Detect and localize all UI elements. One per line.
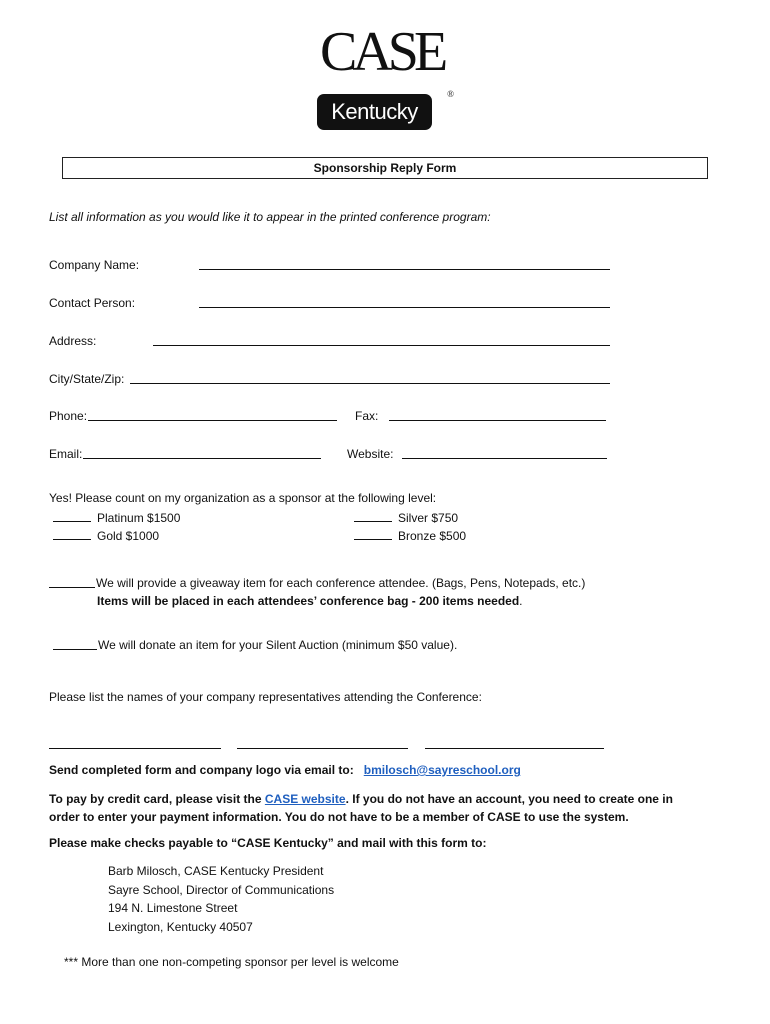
level-silver[interactable]: Silver $750 (354, 511, 458, 525)
checks-text: Please make checks payable to “CASE Kentucky” and mail with this form to: (49, 836, 487, 850)
representatives-text: Please list the names of your company representatives attending the Conference: (49, 690, 482, 704)
kentucky-badge: Kentucky (317, 94, 432, 130)
case-logo: CASE® (320, 21, 454, 99)
address-label: Address: (49, 334, 97, 348)
representative-field-3[interactable] (425, 748, 604, 749)
contact-email-link[interactable]: bmilosch@sayreschool.org (363, 763, 521, 777)
company-name-field[interactable] (199, 269, 610, 270)
city-state-zip-field[interactable] (130, 383, 610, 384)
representative-field-2[interactable] (237, 748, 408, 749)
email-label: Email: (49, 447, 83, 461)
case-website-link[interactable]: CASE website (264, 792, 346, 806)
level-platinum[interactable]: Platinum $1500 (53, 511, 180, 525)
instructions: List all information as you would like it to appear in the printed conference program: (49, 210, 491, 224)
phone-field[interactable] (88, 420, 337, 421)
fax-field[interactable] (389, 420, 606, 421)
contact-person-label: Contact Person: (49, 296, 136, 310)
website-field[interactable] (402, 458, 607, 459)
auction-text: We will donate an item for your Silent Auction (minimum $50 value). (98, 638, 458, 652)
giveaway-note: Items will be placed in each attendees’ conference bag - 200 items needed. (97, 594, 523, 608)
representative-field-1[interactable] (49, 748, 221, 749)
giveaway-checkline[interactable] (49, 587, 95, 588)
credit-line-2: order to enter your payment information. You do not have to be a member of CASE to use the system. (49, 810, 629, 824)
level-bronze[interactable]: Bronze $500 (354, 529, 466, 543)
credit-line-1: To pay by credit card, please visit the CASE website. If you do not have an account, you need to create one in (49, 792, 673, 806)
city-state-zip-label: City/State/Zip: (49, 372, 125, 386)
level-gold[interactable]: Gold $1000 (53, 529, 159, 543)
phone-label: Phone: (49, 409, 88, 423)
footer-note: *** More than one non-competing sponsor per level is welcome (64, 955, 399, 969)
sponsor-intro: Yes! Please count on my organization as a sponsor at the following level: (49, 491, 437, 505)
giveaway-text: We will provide a giveaway item for each conference attendee. (Bags, Pens, Notepads, etc.) (96, 576, 586, 590)
form-title: Sponsorship Reply Form (62, 157, 708, 179)
send-line: Send completed form and company logo via email to: bmilosch@sayreschool.org (49, 763, 521, 777)
registered-mark: ® (447, 89, 454, 99)
mailing-address: Barb Milosch, CASE Kentucky President Sayre School, Director of Communications 194 N. Limestone Street Lexington, Kentucky 40507 (108, 864, 335, 934)
website-label: Website: (347, 447, 394, 461)
company-name-label: Company Name: (49, 258, 140, 272)
address-field[interactable] (153, 345, 610, 346)
auction-checkline[interactable] (53, 649, 97, 650)
contact-person-field[interactable] (199, 307, 610, 308)
email-field[interactable] (83, 458, 321, 459)
fax-label: Fax: (355, 409, 379, 423)
